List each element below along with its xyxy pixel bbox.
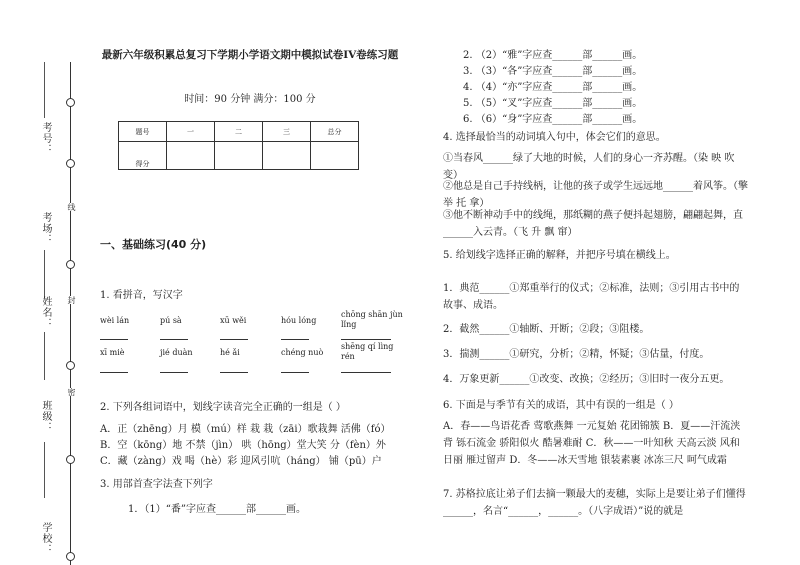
answer-blank[interactable] [160, 372, 188, 373]
class-blank[interactable] [44, 442, 45, 498]
q4-sentence-2: ②他总是自己手持线柄，让他的孩子或学生远远地______着风筝。（擎 举 托 拿） [443, 181, 748, 209]
option-c: C．藏（zàng）戏 喝（hè）彩 迎风引吭（háng） 铺（pū）户 [100, 456, 382, 467]
question-7: 7. 苏格拉底让弟子们去摘一颗最大的麦穗，实际上是要让弟子们懂得______，名言“______，______。（八字成语）”说的就是 [443, 489, 746, 517]
q6-options: A．春——鸟语花香 莺歌燕舞 一元复始 花团锦簇 B．夏——汗流浃背 铄石流金 骄阳似火 酷暑难耐 C．秋——一叶知秋 天高云淡 风和日丽 雁过留声 D．冬——冰天雪地 银装素裹 冰冻三尺 呵气成霜 [443, 421, 741, 466]
score-header-cell: 二 [215, 122, 263, 142]
school-label: 学校： [40, 522, 51, 555]
lookup-item: 5. （5）“叉”字应查______部______画。 [463, 98, 643, 109]
pinyin: shēng qí lìng rén [341, 342, 394, 361]
q5-item: 4．万象更新______①改变、改换；②经历；③旧时一夜分五更。 [443, 374, 730, 385]
score-header-cell: 题号 [119, 122, 167, 142]
question-3: 3. 用部首查字法查下列字 [100, 479, 213, 490]
q5-item: 3．揣测______①研究，分析；②精，怀疑；③估量，付度。 [443, 349, 710, 360]
exam-number-blank[interactable] [44, 62, 45, 118]
exam-time-score: 时间：90 分钟 满分：100 分 [184, 94, 316, 105]
q5-item: 1．典范______①郑重举行的仪式；②标准，法则；③引用古书中的故事、成语。 [443, 283, 740, 311]
answer-blank[interactable] [220, 372, 248, 373]
answer-blank[interactable] [281, 372, 309, 373]
binding-circle [66, 98, 75, 107]
pinyin: jié duàn [160, 348, 193, 357]
answer-blank[interactable] [281, 339, 309, 340]
binding-circle [66, 455, 75, 464]
lookup-item: 2. （2）“雅”字应查______部______画。 [463, 50, 643, 61]
binding-circle [66, 159, 75, 168]
q4-sentence-3: ③他不断神动手中的线绳，那纸糊的燕子便抖起翅膀，翩翩起舞，直______入云青。（飞 升 飘 窜） [443, 210, 743, 238]
binding-circle [66, 361, 75, 370]
score-cell[interactable] [167, 142, 215, 170]
answer-blank[interactable] [100, 372, 128, 373]
pinyin: xī miè [100, 348, 125, 357]
lookup-item: 1．（1）“番”字应查______部______画。 [128, 504, 306, 515]
question-6: 6. 下面是与季节有关的成语，其中有误的一组是（ ） [443, 400, 679, 411]
pinyin: pú sà [160, 316, 182, 325]
name-blank[interactable] [44, 332, 45, 380]
seal-line-mark: 密 [67, 388, 76, 396]
score-row-label: 得分 [119, 142, 167, 170]
name-label: 姓名： [40, 296, 51, 329]
pinyin: wèi lán [100, 316, 130, 325]
score-header-cell: 三 [263, 122, 311, 142]
question-5: 5. 给划线字选择正确的解释，并把序号填在横线上。 [443, 250, 676, 261]
seal-line-mark: 封 [67, 296, 76, 304]
score-header-cell: 总分 [311, 122, 359, 142]
answer-blank[interactable] [160, 339, 188, 340]
pinyin: xū wěi [220, 316, 247, 325]
question-1: 1. 看拼音，写汉字 [100, 290, 183, 301]
answer-blank[interactable] [220, 339, 248, 340]
binding-circle [66, 260, 75, 269]
exam-room-blank[interactable] [44, 250, 45, 298]
pinyin: hóu lóng [281, 316, 317, 325]
binding-line [70, 62, 71, 565]
exam-number-label: 考号： [40, 122, 51, 155]
score-cell[interactable] [311, 142, 359, 170]
option-a: A．正（zhēng）月 模（mú）样 栽 栽（zāi）歌栽舞 活佛（fó） [100, 424, 391, 435]
pinyin: chéng nuò [281, 348, 324, 357]
pinyin: chōng shān jùn lǐng [341, 310, 403, 329]
binding-circle [66, 552, 75, 561]
answer-blank[interactable] [341, 339, 391, 340]
class-label: 班级： [40, 400, 51, 433]
answer-blank[interactable] [100, 339, 128, 340]
exam-title: 最新六年级积累总复习下学期小学语文期中模拟试卷IV卷练习题 [101, 49, 399, 61]
q4-sentence-1: ①当春风______绿了大地的时候，人们的身心一齐苏醒。（染 映 吹 变） [443, 153, 735, 181]
option-b: B．空（kōng）地 不禁（jìn） 哄（hōng）堂大笑 分（fèn）外 [100, 440, 386, 451]
lookup-item: 3. （3）“各”字应查______部______画。 [463, 66, 643, 77]
seal-line-mark: 线 [67, 203, 76, 211]
exam-room-label: 考场： [40, 212, 51, 245]
question-2: 2. 下列各组词语中，划线字读音完全正确的一组是（ ） [100, 402, 346, 413]
q5-item: 2．截然______①轴断、开断；②段；③阻楼。 [443, 324, 650, 335]
lookup-item: 6. （6）“身”字应查______部______画。 [463, 114, 643, 125]
section-heading: 一、基础练习(40 分) [100, 238, 207, 251]
pinyin: hé ǎi [220, 348, 240, 357]
question-4: 4. 选择最恰当的动词填入句中，体会它们的意思。 [443, 132, 666, 143]
score-cell[interactable] [215, 142, 263, 170]
score-table [118, 121, 359, 170]
answer-blank[interactable] [341, 372, 391, 373]
lookup-item: 4. （4）“亦”字应查______部______画。 [463, 82, 643, 93]
score-cell[interactable] [263, 142, 311, 170]
score-header-cell: 一 [167, 122, 215, 142]
